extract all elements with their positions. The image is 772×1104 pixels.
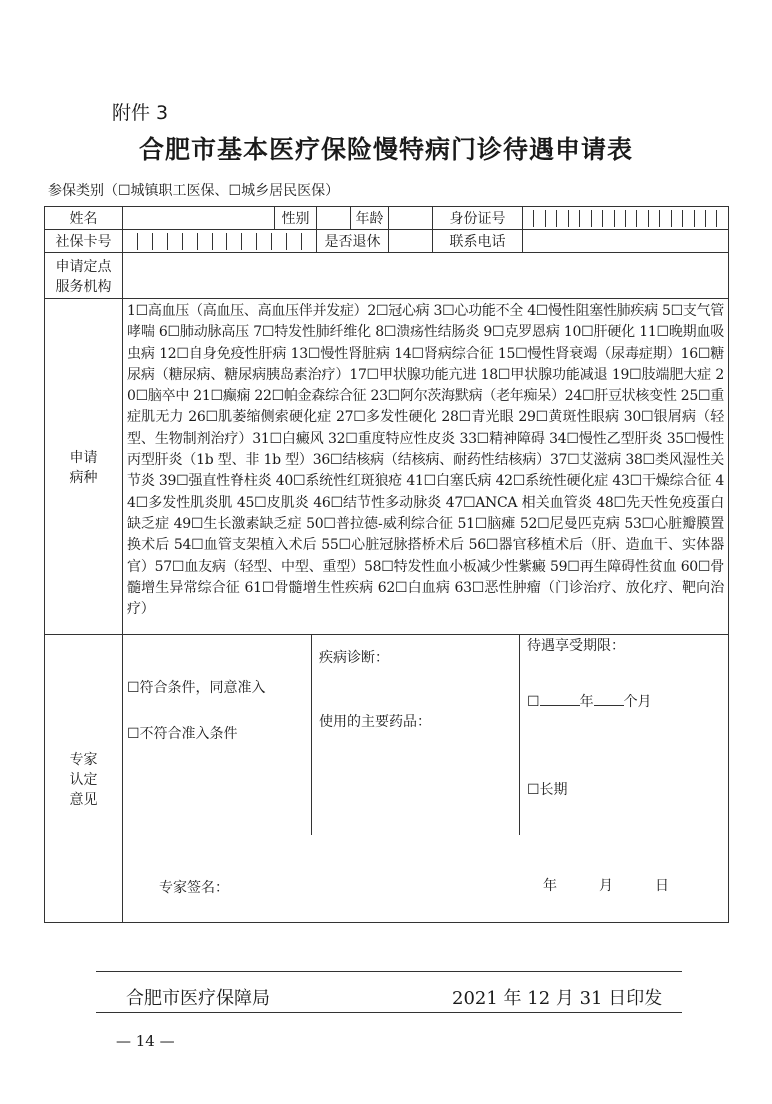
service-org-label-line2: 服务机构	[55, 278, 112, 295]
expert-label-line3: 意见	[69, 791, 98, 808]
signature-label: 专家签名：	[159, 880, 229, 896]
phone-field[interactable]	[523, 230, 729, 253]
expert-opinion-area	[123, 635, 729, 923]
expert-opinion-label	[45, 635, 123, 923]
disease-label-line1: 申请	[69, 449, 98, 466]
service-org-label	[45, 253, 123, 299]
disease-label	[45, 299, 123, 635]
social-card-label: 社保卡号	[45, 230, 123, 253]
period-month-blank[interactable]	[594, 705, 624, 706]
id-number-grid[interactable]	[523, 207, 729, 230]
retired-field[interactable]	[389, 230, 433, 253]
reject-option[interactable]: ☐不符合准入条件	[127, 726, 238, 742]
id-number-label: 身份证号	[433, 207, 523, 230]
expert-label-line2: 认定	[69, 771, 98, 788]
form-title: 合肥市基本医疗保险慢特病门诊待遇申请表	[138, 135, 633, 164]
sign-month: 月	[599, 878, 613, 894]
period-fixed-option[interactable]	[527, 691, 652, 711]
long-term-option[interactable]: ☐长期	[527, 782, 568, 798]
expert-label-line1: 专家	[69, 751, 98, 768]
approve-option[interactable]: ☐符合条件，同意准入	[127, 680, 266, 696]
retired-label: 是否退休	[317, 230, 389, 253]
gender-label: 性别	[275, 207, 317, 230]
sign-day: 日	[655, 878, 669, 894]
phone-label: 联系电话	[433, 230, 523, 253]
gender-field[interactable]	[317, 207, 351, 230]
divider-right	[519, 635, 520, 835]
age-label: 年龄	[351, 207, 389, 230]
divider-left	[311, 635, 312, 835]
service-org-field[interactable]	[123, 253, 729, 299]
period-year-blank[interactable]	[540, 705, 580, 706]
period-label: 待遇享受期限：	[527, 638, 625, 654]
social-card-grid[interactable]	[123, 230, 317, 253]
sign-year: 年	[543, 878, 557, 894]
footer-bottom-rule	[96, 1012, 682, 1013]
insurance-type-line[interactable]: 参保类别（☐城镇职工医保、☐城乡居民医保）	[48, 183, 340, 199]
page-number: — 14 —	[116, 1032, 175, 1050]
period-checkbox[interactable]: ☐	[527, 694, 540, 710]
name-field[interactable]	[123, 207, 275, 230]
footer-top-rule	[96, 971, 682, 972]
period-year-unit: 年	[579, 694, 594, 710]
service-org-label-line1: 申请定点	[55, 258, 112, 275]
drugs-label: 使用的主要药品：	[319, 714, 431, 730]
period-month-unit: 个月	[623, 694, 652, 710]
age-field[interactable]	[389, 207, 433, 230]
diagnosis-label: 疾病诊断：	[319, 650, 389, 666]
disease-label-line2: 病种	[69, 469, 98, 486]
issue-date: 2021 年 12 月 31 日印发	[452, 988, 663, 1009]
attachment-label: 附件 3	[112, 102, 169, 124]
name-label: 姓名	[45, 207, 123, 230]
disease-list[interactable]: 1☐高血压（高血压、高血压伴并发症）2☐冠心病 3☐心功能不全 4☐慢性阻塞性肺疾病 5☐支气管哮喘 6☐肺动脉高压 7☐特发性肺纤维化 8☐溃疡性结肠炎 9☐克罗恩病 10☐肝硬化 11☐晚期血吸虫病 12☐自身免疫性肝病 13☐慢性肾脏病 14☐肾病综合征 15☐慢性肾衰竭（尿毒症期）16☐糖尿病（糖尿病、糖尿病胰岛素治疗）17☐甲状腺功能亢进 18☐甲状腺功能减退 19☐肢端肥大症 20☐脑卒中 21☐癫痫 22☐帕金森综合征 23☐阿尔茨海默病（老年痴呆）24☐肝豆状核变性 25☐重症肌无力 26☐肌萎缩侧索硬化症 27☐多发性硬化 28☐青光眼 29☐黄斑性眼病 30☐银屑病（轻型、生物制剂治疗）31☐白癜风 32☐重度特应性皮炎 33☐精神障碍 34☐慢性乙型肝炎 35☐慢性丙型肝炎（1b 型、非 1b 型）36☐结核病（结核病、耐药性结核病）37☐艾滋病 38☐类风湿性关节炎 39☐强直性脊柱炎 40☐系统性红斑狼疮 41☐白塞氏病 42☐系统性硬化症 43☐干燥综合征 44☐多发性肌炎肌 45☐皮肌炎 46☐结节性多动脉炎 47☐ANCA 相关血管炎 48☐先天性免疫蛋白缺乏症 49☐生长激素缺乏症 50☐普拉德-威利综合征 51☐脑瘫 52☐尼曼匹克病 53☐心脏瓣膜置换术后 54☐血管支架植入术后 55☐心脏冠脉搭桥术后 56☐器官移植术后（肝、造血干、实体器官）57☐血友病（轻型、中型、重型）58☐特发性血小板减少性紫癜 59☐再生障碍性贫血 60☐骨髓增生异常综合征 61☐骨髓增生性疾病 62☐白血病 63☐恶性肿瘤（门诊治疗、放化疗、靶向治疗）	[123, 299, 729, 635]
application-form	[44, 206, 729, 923]
issuer-name: 合肥市医疗保障局	[126, 988, 270, 1009]
